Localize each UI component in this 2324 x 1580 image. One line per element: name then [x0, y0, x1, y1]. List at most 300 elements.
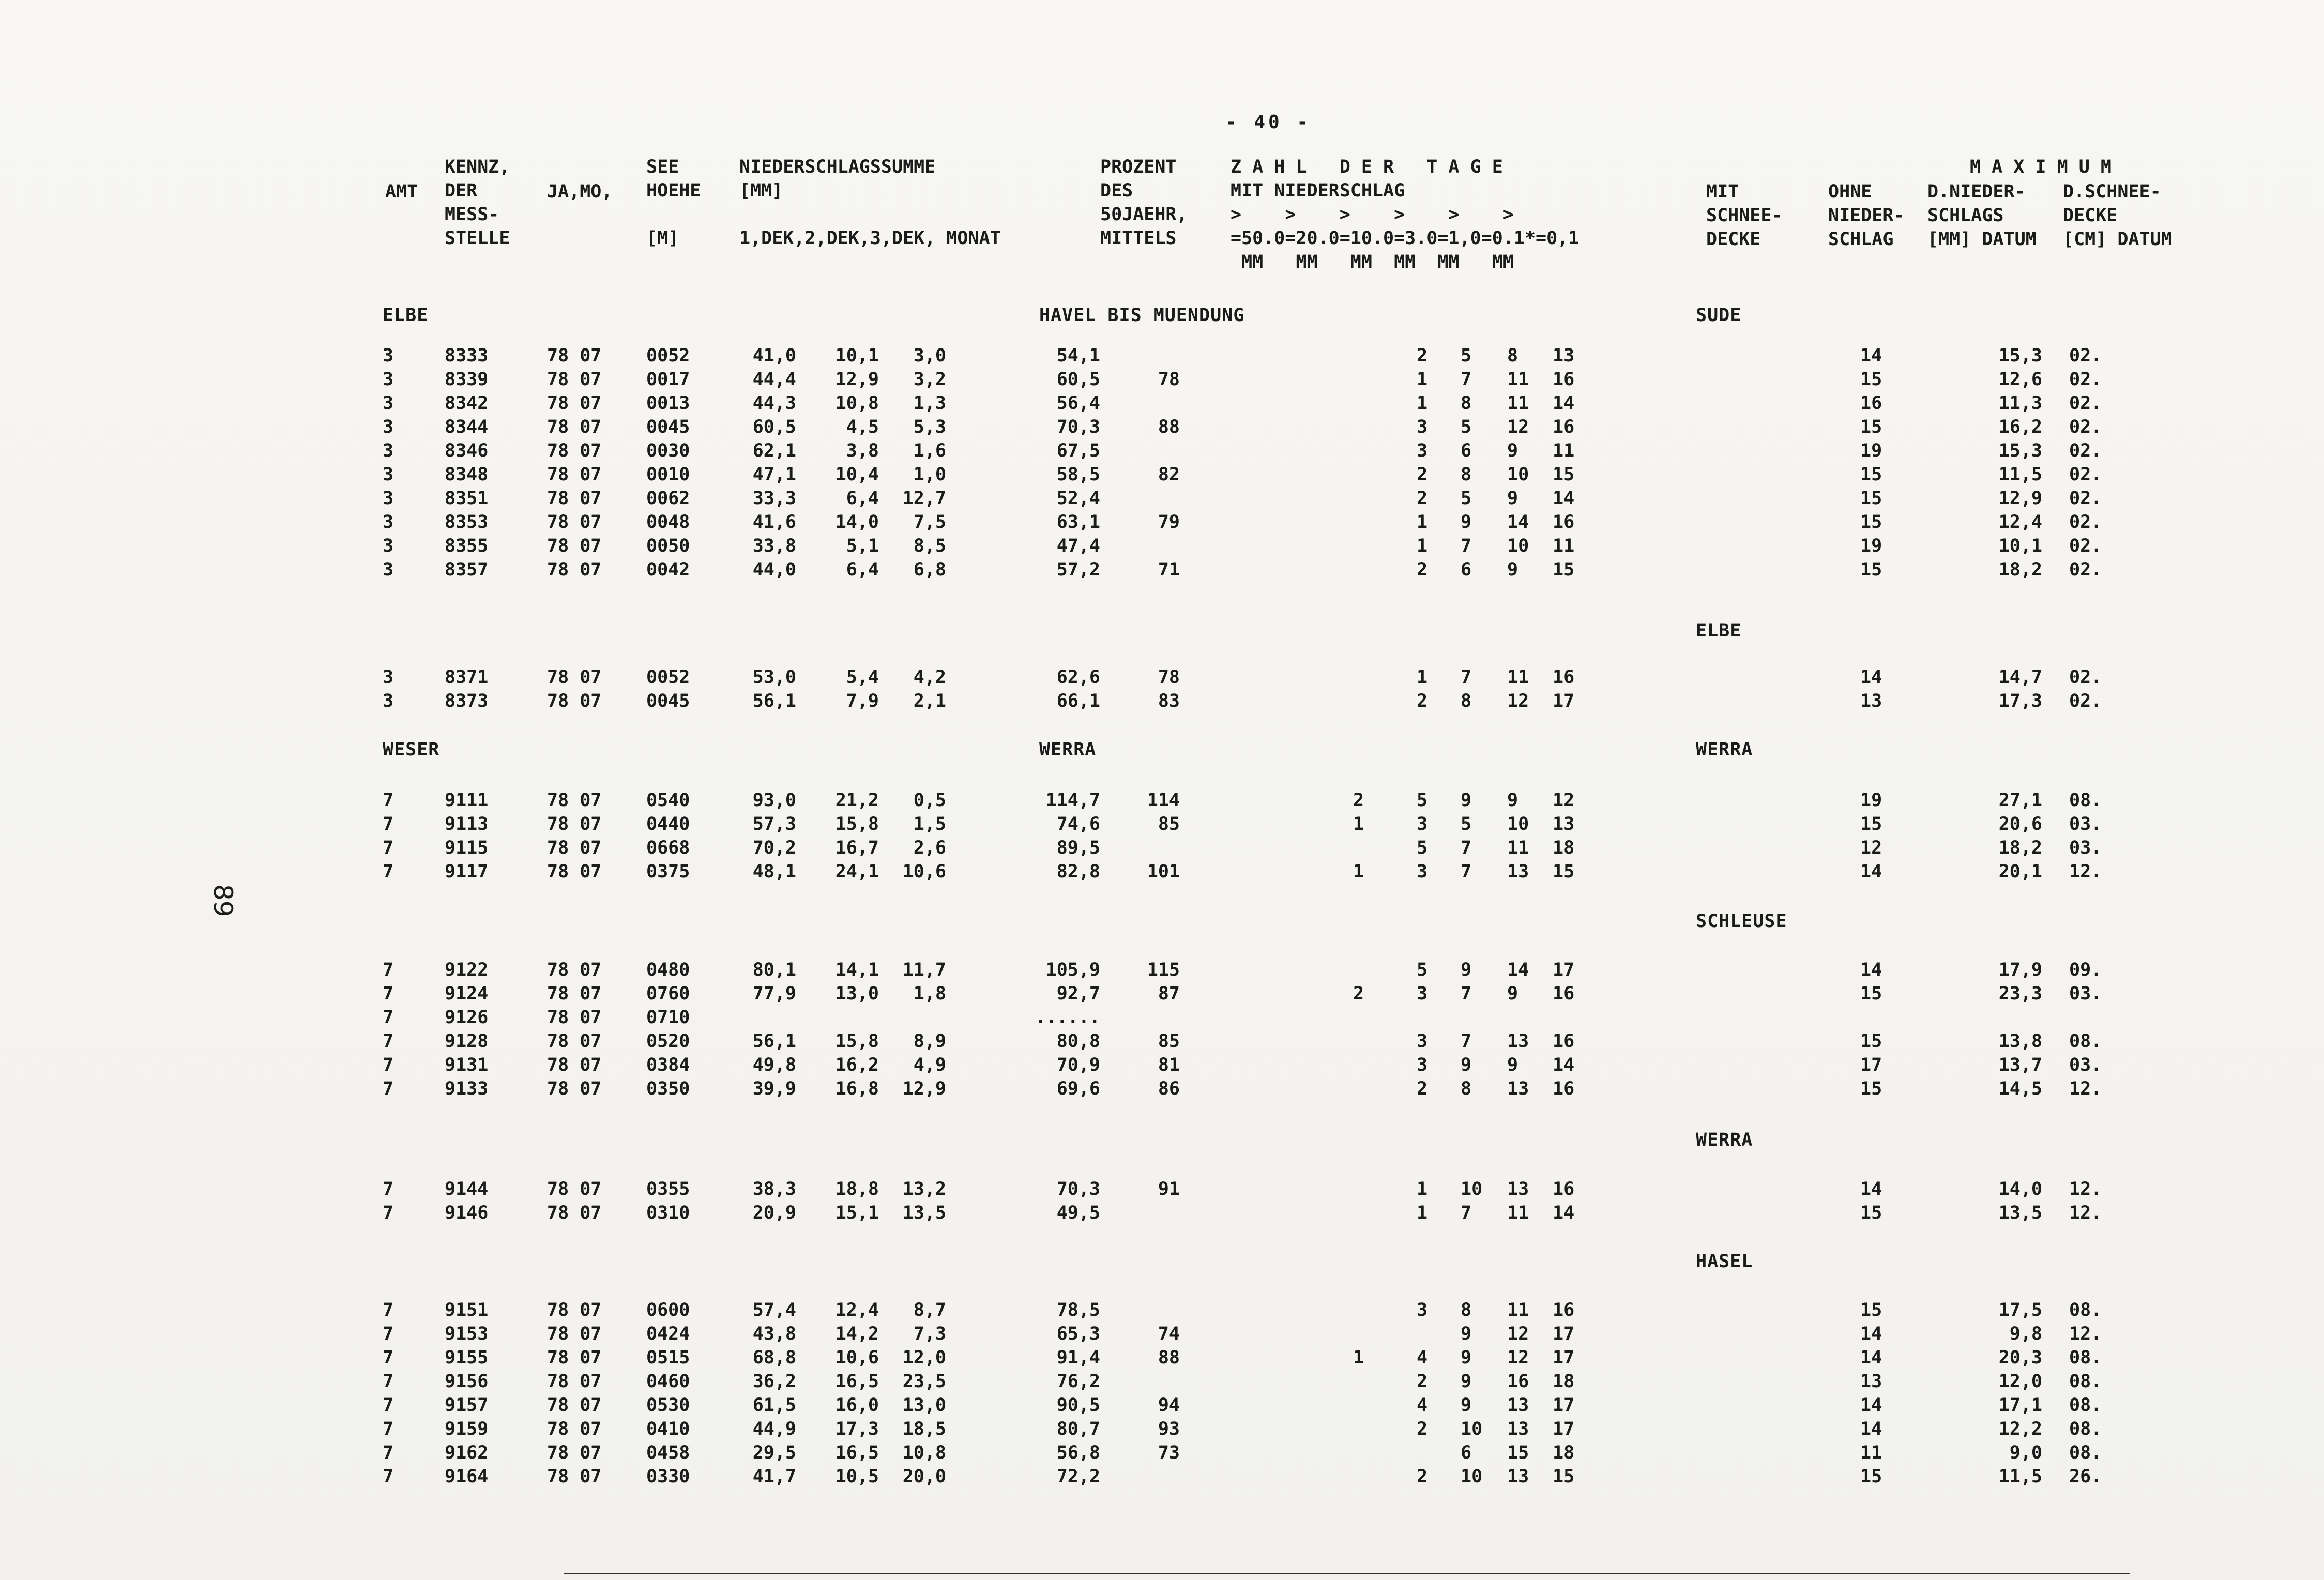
table-cell: 1	[1417, 1179, 1428, 1199]
table-cell: 11	[1553, 440, 1575, 461]
table-cell: 02.	[2069, 464, 2102, 485]
table-cell: 4	[1417, 1395, 1428, 1416]
table-cell: 12,2	[1998, 1419, 2042, 1439]
table-cell: 4,5	[846, 417, 879, 437]
table-cell: 2,1	[913, 691, 946, 711]
table-cell: 88	[1158, 417, 1180, 437]
table-cell: 78 07	[547, 1031, 602, 1052]
table-cell: 23,5	[902, 1371, 946, 1392]
table-cell: 44,0	[752, 559, 796, 580]
table-cell: 15	[1553, 464, 1575, 485]
table-row	[383, 1395, 2244, 1419]
table-cell: 9111	[445, 790, 489, 811]
table-cell: 0,5	[913, 790, 946, 811]
table-cell: 3	[383, 559, 394, 580]
table-cell: 9155	[445, 1347, 489, 1368]
table-cell: 15	[1860, 512, 1882, 533]
table-cell: 0048	[646, 512, 690, 533]
table-cell: 15,8	[835, 814, 879, 834]
table-cell: 1	[1417, 667, 1428, 688]
table-cell: 9159	[445, 1419, 489, 1439]
table-cell: 6,4	[846, 559, 879, 580]
table-cell: 3	[383, 393, 394, 414]
table-cell: 6,4	[846, 488, 879, 509]
table-cell: 10	[1461, 1419, 1483, 1439]
table-cell: 7	[383, 1395, 394, 1416]
table-cell: 78 07	[547, 488, 602, 509]
table-cell: 70,2	[752, 838, 796, 858]
table-cell: 62,1	[752, 440, 796, 461]
table-cell: 0480	[646, 960, 690, 980]
table-cell: 11	[1507, 369, 1529, 390]
table-cell: 10,6	[835, 1347, 879, 1368]
table-cell: 6	[1461, 1442, 1472, 1463]
section-label-mid: WERRA	[1039, 739, 1097, 760]
table-cell: 02.	[2069, 417, 2102, 437]
table-cell: 0310	[646, 1203, 690, 1223]
table-cell: 74	[1158, 1324, 1180, 1344]
table-cell: 12	[1507, 691, 1529, 711]
table-cell: 16	[1553, 1031, 1575, 1052]
section-label-left: ELBE	[383, 305, 429, 326]
table-cell: 13	[1507, 1466, 1529, 1487]
table-cell: 1,6	[913, 440, 946, 461]
table-cell: 10,5	[835, 1466, 879, 1487]
table-cell: 02.	[2069, 393, 2102, 414]
section-label-right: SCHLEUSE	[1696, 911, 1787, 932]
table-cell: 67,5	[1056, 440, 1100, 461]
table-cell: 9131	[445, 1055, 489, 1075]
table-cell: 11	[1507, 667, 1529, 688]
table-cell: 85	[1158, 814, 1180, 834]
table-cell: 69,6	[1056, 1078, 1100, 1099]
table-cell: 13	[1507, 1419, 1529, 1439]
section-label-right: HASEL	[1696, 1251, 1753, 1272]
table-cell: 7	[383, 1347, 394, 1368]
table-cell: 56,4	[1056, 393, 1100, 414]
table-cell: 03.	[2069, 1055, 2102, 1075]
table-cell: 58,5	[1056, 464, 1100, 485]
table-cell: 16	[1553, 369, 1575, 390]
table-cell: 15	[1553, 559, 1575, 580]
table-cell: 0062	[646, 488, 690, 509]
table-row	[383, 1007, 2244, 1031]
table-cell: 2	[1417, 691, 1428, 711]
table-cell: 12.	[2069, 1078, 2102, 1099]
table-cell: 11,5	[1998, 464, 2042, 485]
table-cell: 3	[383, 369, 394, 390]
table-cell: 03.	[2069, 838, 2102, 858]
table-row	[383, 861, 2244, 885]
section-label-mid: HAVEL BIS MUENDUNG	[1039, 305, 1245, 326]
table-cell: 70,9	[1056, 1055, 1100, 1075]
table-cell: 0030	[646, 440, 690, 461]
table-cell: 02.	[2069, 512, 2102, 533]
table-cell: 8	[1461, 393, 1472, 414]
table-cell: 03.	[2069, 814, 2102, 834]
table-cell: 7	[383, 1300, 394, 1320]
table-cell: 78 07	[547, 838, 602, 858]
table-cell: 12.	[2069, 861, 2102, 882]
table-cell: 15	[1860, 1031, 1882, 1052]
table-cell: 9133	[445, 1078, 489, 1099]
table-cell: 9	[1461, 512, 1472, 533]
table-cell: 11	[1507, 1203, 1529, 1223]
table-cell: 19	[1860, 536, 1882, 556]
table-cell: 14	[1860, 1395, 1882, 1416]
table-cell: 14	[1860, 1179, 1882, 1199]
data-table	[383, 0, 2244, 1580]
table-cell: 17,3	[1998, 691, 2042, 711]
table-cell: 08.	[2069, 1442, 2102, 1463]
table-cell: 11	[1507, 1300, 1529, 1320]
table-cell: 10,8	[902, 1442, 946, 1463]
table-cell: 10	[1507, 464, 1529, 485]
table-cell: 20,6	[1998, 814, 2042, 834]
table-cell: 13,7	[1998, 1055, 2042, 1075]
page-number: - 40 -	[1225, 112, 1312, 133]
table-row	[383, 1371, 2244, 1395]
table-cell: 52,4	[1056, 488, 1100, 509]
table-cell: 14,0	[835, 512, 879, 533]
table-cell: 17	[1553, 1324, 1575, 1344]
table-cell: 3	[383, 691, 394, 711]
table-cell: 0045	[646, 417, 690, 437]
table-cell: 76,2	[1056, 1371, 1100, 1392]
table-cell: 14	[1860, 861, 1882, 882]
table-cell: 13	[1507, 861, 1529, 882]
table-cell: 0355	[646, 1179, 690, 1199]
table-cell: 14,5	[1998, 1078, 2042, 1099]
table-cell: 3	[383, 536, 394, 556]
table-cell: 53,0	[752, 667, 796, 688]
table-cell: 7	[383, 1324, 394, 1344]
table-cell: 8348	[445, 464, 489, 485]
table-cell: 14	[1860, 1347, 1882, 1368]
table-cell: 1	[1417, 393, 1428, 414]
table-cell: 77,9	[752, 983, 796, 1004]
table-row	[383, 417, 2244, 440]
table-cell: 0668	[646, 838, 690, 858]
table-cell: 8	[1461, 691, 1472, 711]
table-cell: 7	[383, 1179, 394, 1199]
table-cell: ......	[1035, 1007, 1100, 1028]
table-cell: 78 07	[547, 559, 602, 580]
table-cell: 02.	[2069, 345, 2102, 366]
table-cell: 13,0	[902, 1395, 946, 1416]
header-ohne-niederschlag: OHNE NIEDER- SCHLAG	[1828, 181, 1905, 250]
table-cell: 9128	[445, 1031, 489, 1052]
table-cell: 0410	[646, 1419, 690, 1439]
table-cell: 60,5	[1056, 369, 1100, 390]
table-cell: 3	[1417, 1300, 1428, 1320]
table-cell: 48,1	[752, 861, 796, 882]
table-cell: 3	[383, 667, 394, 688]
table-row	[383, 536, 2244, 559]
table-cell: 16	[1507, 1371, 1529, 1392]
table-cell: 14	[1860, 667, 1882, 688]
table-cell: 8,7	[913, 1300, 946, 1320]
table-cell: 7,3	[913, 1324, 946, 1344]
table-cell: 94	[1158, 1395, 1180, 1416]
table-cell: 0520	[646, 1031, 690, 1052]
table-cell: 44,9	[752, 1419, 796, 1439]
table-cell: 9115	[445, 838, 489, 858]
table-cell: 41,7	[752, 1466, 796, 1487]
table-cell: 91	[1158, 1179, 1180, 1199]
table-cell: 12,0	[902, 1347, 946, 1368]
table-cell: 78 07	[547, 417, 602, 437]
table-cell: 02.	[2069, 488, 2102, 509]
table-cell: 17	[1553, 960, 1575, 980]
table-cell: 9117	[445, 861, 489, 882]
table-cell: 54,1	[1056, 345, 1100, 366]
table-cell: 02.	[2069, 440, 2102, 461]
table-cell: 12	[1553, 790, 1575, 811]
table-cell: 15	[1860, 464, 1882, 485]
table-cell: 72,2	[1056, 1466, 1100, 1487]
table-cell: 13,2	[902, 1179, 946, 1199]
table-cell: 14,0	[1998, 1179, 2042, 1199]
table-cell: 15	[1860, 814, 1882, 834]
table-cell: 41,6	[752, 512, 796, 533]
table-cell: 8	[1507, 345, 1518, 366]
table-cell: 3	[383, 464, 394, 485]
header-max-schneedecke: D.SCHNEE- DECKE [CM] DATUM	[2063, 181, 2172, 250]
table-cell: 7	[383, 838, 394, 858]
table-cell: 09.	[2069, 960, 2102, 980]
table-cell: 8	[1461, 464, 1472, 485]
table-cell: 114	[1147, 790, 1180, 811]
table-cell: 23,3	[1998, 983, 2042, 1004]
table-cell: 17	[1553, 1395, 1575, 1416]
table-cell: 1	[1353, 814, 1364, 834]
table-cell: 6	[1461, 440, 1472, 461]
table-cell: 78 07	[547, 1007, 602, 1028]
section-label-row	[383, 1251, 2244, 1275]
table-cell: 15,8	[835, 1031, 879, 1052]
table-cell: 10,1	[835, 345, 879, 366]
table-cell: 14	[1553, 1203, 1575, 1223]
table-cell: 78	[1158, 369, 1180, 390]
table-cell: 14	[1553, 488, 1575, 509]
table-cell: 3	[1417, 861, 1428, 882]
table-cell: 9	[1507, 1055, 1518, 1075]
table-cell: 13	[1860, 691, 1882, 711]
header-kennz: KENNZ, DER MESS- STELLE	[445, 157, 510, 249]
table-cell: 8357	[445, 559, 489, 580]
table-cell: 78 07	[547, 790, 602, 811]
table-cell: 5,1	[846, 536, 879, 556]
table-cell: 5,3	[913, 417, 946, 437]
table-cell: 8,9	[913, 1031, 946, 1052]
table-cell: 0017	[646, 369, 690, 390]
table-row	[383, 1300, 2244, 1324]
table-cell: 16	[1553, 667, 1575, 688]
table-cell: 3	[383, 512, 394, 533]
table-cell: 7	[1461, 1031, 1472, 1052]
table-cell: 47,4	[1056, 536, 1100, 556]
table-cell: 33,8	[752, 536, 796, 556]
header-max-niederschlag: D.NIEDER- SCHLAGS [MM] DATUM	[1927, 181, 2037, 250]
table-cell: 15	[1860, 1203, 1882, 1223]
table-cell: 16,7	[835, 838, 879, 858]
table-cell: 1,5	[913, 814, 946, 834]
table-cell: 9	[1507, 559, 1518, 580]
table-cell: 2	[1417, 1371, 1428, 1392]
table-row	[383, 667, 2244, 691]
table-cell: 11	[1860, 1442, 1882, 1463]
table-cell: 2	[1417, 488, 1428, 509]
table-cell: 2	[1353, 790, 1364, 811]
table-cell: 0515	[646, 1347, 690, 1368]
table-cell: 11	[1507, 393, 1529, 414]
table-row	[383, 1055, 2244, 1078]
table-cell: 7	[383, 1371, 394, 1392]
table-cell: 78 07	[547, 983, 602, 1004]
table-cell: 14	[1860, 345, 1882, 366]
table-cell: 8,5	[913, 536, 946, 556]
table-cell: 65,3	[1056, 1324, 1100, 1344]
table-cell: 78	[1158, 667, 1180, 688]
table-row	[383, 1347, 2244, 1371]
table-cell: 15	[1860, 1078, 1882, 1099]
table-cell: 78 07	[547, 464, 602, 485]
table-cell: 15	[1860, 1300, 1882, 1320]
table-cell: 5	[1417, 838, 1428, 858]
table-cell: 16	[1553, 417, 1575, 437]
table-cell: 7	[1461, 536, 1472, 556]
table-cell: 7	[383, 1031, 394, 1052]
table-cell: 9164	[445, 1466, 489, 1487]
table-cell: 36,2	[752, 1371, 796, 1392]
table-cell: 105,9	[1045, 960, 1100, 980]
table-cell: 2	[1417, 559, 1428, 580]
table-cell: 78 07	[547, 1419, 602, 1439]
table-cell: 7	[383, 1055, 394, 1075]
table-cell: 17	[1553, 691, 1575, 711]
table-cell: 20,1	[1998, 861, 2042, 882]
table-cell: 12,7	[902, 488, 946, 509]
table-cell: 18,5	[902, 1419, 946, 1439]
table-cell: 08.	[2069, 1347, 2102, 1368]
table-row	[383, 1419, 2244, 1442]
table-cell: 7	[1461, 838, 1472, 858]
table-cell: 3	[383, 440, 394, 461]
table-cell: 14	[1860, 1324, 1882, 1344]
table-cell: 0384	[646, 1055, 690, 1075]
table-cell: 78 07	[547, 512, 602, 533]
table-cell: 15	[1860, 983, 1882, 1004]
table-cell: 2	[1417, 1078, 1428, 1099]
table-cell: 1	[1417, 512, 1428, 533]
table-cell: 12	[1507, 417, 1529, 437]
table-row	[383, 1324, 2244, 1347]
table-cell: 12.	[2069, 1324, 2102, 1344]
table-cell: 24,1	[835, 861, 879, 882]
table-cell: 16	[1553, 1300, 1575, 1320]
table-row	[383, 1078, 2244, 1102]
table-cell: 56,8	[1056, 1442, 1100, 1463]
table-cell: 16	[1553, 1179, 1575, 1199]
table-cell: 7	[1461, 861, 1472, 882]
table-cell: 19	[1860, 790, 1882, 811]
table-cell: 9,8	[2009, 1324, 2042, 1344]
table-cell: 15,3	[1998, 345, 2042, 366]
table-cell: 9157	[445, 1395, 489, 1416]
header-amt: AMT	[385, 181, 418, 202]
table-row	[383, 440, 2244, 464]
table-cell: 13	[1507, 1179, 1529, 1199]
table-cell: 10,8	[835, 393, 879, 414]
table-cell: 2	[1417, 1466, 1428, 1487]
table-cell: 1	[1417, 369, 1428, 390]
table-cell: 12.	[2069, 1179, 2102, 1199]
header-zahl: Z A H L D E R T A G E MIT NIEDERSCHLAG > > > > > > =50.0=20.0=10.0=3.0=1,0=0.1*=0,1 MM MM MM MM MM MM	[1231, 157, 1579, 272]
table-cell: 12.	[2069, 1203, 2102, 1223]
table-cell: 0458	[646, 1442, 690, 1463]
table-cell: 8342	[445, 393, 489, 414]
table-cell: 49,5	[1056, 1203, 1100, 1223]
table-cell: 18,2	[1998, 559, 2042, 580]
table-cell: 1	[1353, 1347, 1364, 1368]
table-cell: 2	[1353, 983, 1364, 1004]
table-cell: 14	[1507, 960, 1529, 980]
table-cell: 9	[1507, 440, 1518, 461]
table-cell: 18,8	[835, 1179, 879, 1199]
table-cell: 08.	[2069, 1031, 2102, 1052]
table-row	[383, 1466, 2244, 1490]
table-cell: 8346	[445, 440, 489, 461]
table-cell: 3,8	[846, 440, 879, 461]
table-cell: 10	[1507, 814, 1529, 834]
table-cell: 9124	[445, 983, 489, 1004]
table-cell: 13,0	[835, 983, 879, 1004]
table-row	[383, 983, 2244, 1007]
table-row	[383, 345, 2244, 369]
table-cell: 20,0	[902, 1466, 946, 1487]
table-cell: 38,3	[752, 1179, 796, 1199]
table-cell: 3,0	[913, 345, 946, 366]
table-cell: 49,8	[752, 1055, 796, 1075]
table-cell: 7,9	[846, 691, 879, 711]
table-cell: 08.	[2069, 790, 2102, 811]
table-cell: 14,1	[835, 960, 879, 980]
table-cell: 0050	[646, 536, 690, 556]
table-row	[383, 393, 2244, 417]
table-cell: 3	[1417, 1031, 1428, 1052]
table-cell: 17	[1860, 1055, 1882, 1075]
table-cell: 78 07	[547, 345, 602, 366]
table-cell: 5	[1461, 488, 1472, 509]
section-label-right: WERRA	[1696, 739, 1753, 760]
table-cell: 3,2	[913, 369, 946, 390]
table-cell: 7	[1461, 369, 1472, 390]
table-cell: 0600	[646, 1300, 690, 1320]
table-cell: 7	[383, 960, 394, 980]
table-cell: 4	[1417, 1347, 1428, 1368]
table-row	[383, 1031, 2244, 1055]
table-cell: 0010	[646, 464, 690, 485]
table-cell: 11,3	[1998, 393, 2042, 414]
table-cell: 16,8	[835, 1078, 879, 1099]
table-cell: 78 07	[547, 1324, 602, 1344]
bottom-rule	[564, 1573, 2130, 1574]
table-cell: 7	[383, 814, 394, 834]
table-row	[383, 691, 2244, 715]
table-cell: 6	[1461, 559, 1472, 580]
table-cell: 7	[383, 1007, 394, 1028]
